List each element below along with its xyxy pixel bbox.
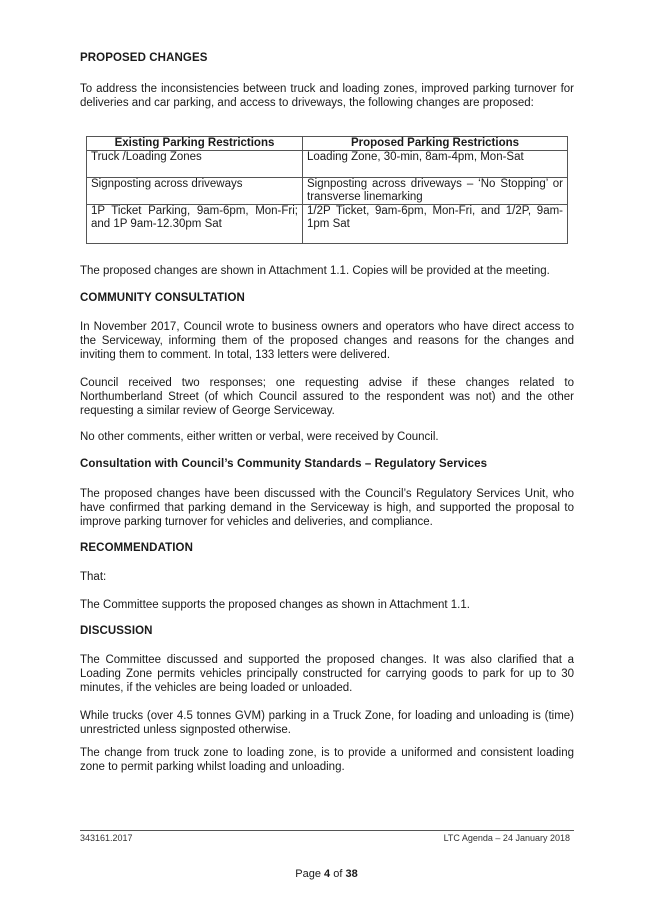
page-prefix: Page [295,868,325,880]
footer-doc-number: 343161.2017 [80,833,133,843]
discussion-heading: DISCUSSION [80,625,153,637]
table-row [87,178,568,205]
table-row [87,205,568,244]
community-standards-heading: Consultation with Council’s Community Standards – Regulatory Services [80,458,488,470]
proposed-attachment-note: The proposed changes are shown in Attachment 1.1. Copies will be provided at the meeting. [80,265,550,277]
table-cell: 1P Ticket Parking, 9am-6pm, Mon-Fri; and 1P 9am-12.30pm Sat [87,205,303,244]
table-cell: Signposting across driveways [87,178,303,205]
community-paragraph: No other comments, either written or verbal, were received by Council. [80,431,439,443]
page-of: of [330,868,346,880]
community-paragraph: In November 2017, Council wrote to business owners and operators who have direct access to the Serviceway, informing them of the proposed changes and reasons for the changes and inviting them to comment. In total, 133 letters were delivered. [80,321,574,361]
table-cell: 1/2P Ticket, 9am-6pm, Mon-Fri, and 1/2P, 9am-1pm Sat [303,205,568,244]
proposed-changes-heading: PROPOSED CHANGES [80,52,208,64]
recommendation-text: The Committee supports the proposed changes as shown in Attachment 1.1. [80,599,470,611]
recommendation-heading: RECOMMENDATION [80,542,193,554]
table-row [87,151,568,178]
footer-divider [80,830,574,831]
proposed-intro: To address the inconsistencies between truck and loading zones, improved parking turnover for deliveries and car parking, and access to driveways, the following changes are proposed: [80,83,574,109]
parking-restrictions-table [86,136,568,244]
standards-paragraph: The proposed changes have been discussed with the Council’s Regulatory Services Unit, who have confirmed that parking demand in the Serviceway is high, and supported the proposal to improve parking turnover for vehicles and deliveries, and compliance. [80,488,574,528]
page-current: 4 [324,868,331,880]
community-consultation-heading: COMMUNITY CONSULTATION [80,292,245,304]
community-paragraph: Council received two responses; one requesting advise if these changes related to Northumberland Street (of which Council assured to the respondent was not) and the other requesting a similar review of George Serviceway. [80,377,574,417]
table-cell: Signposting across driveways – ‘No Stopping’ or transverse linemarking [303,178,568,205]
recommendation-that: That: [80,571,107,583]
page-total: 38 [345,868,358,880]
discussion-paragraph: The Committee discussed and supported the proposed changes. It was also clarified that a Loading Zone permits vehicles principally constructed for carrying goods to park for up to 30 minutes, if the vehicles are being loaded or unloaded. [80,654,574,694]
discussion-paragraph: The change from truck zone to loading zone, is to provide a uniformed and consistent loading zone to permit parking whilst loading and unloading. [80,747,574,773]
table-header-existing: Existing Parking Restrictions [87,137,303,151]
page-number [0,868,653,880]
table-header-proposed: Proposed Parking Restrictions [303,137,568,151]
discussion-paragraph: While trucks (over 4.5 tonnes GVM) parking in a Truck Zone, for loading and unloading is (time) unrestricted unless signposted otherwise. [80,710,574,736]
table-cell: Loading Zone, 30-min, 8am-4pm, Mon-Sat [303,151,568,178]
footer-agenda-date: LTC Agenda – 24 January 2018 [443,833,570,843]
table-cell: Truck /Loading Zones [87,151,303,178]
